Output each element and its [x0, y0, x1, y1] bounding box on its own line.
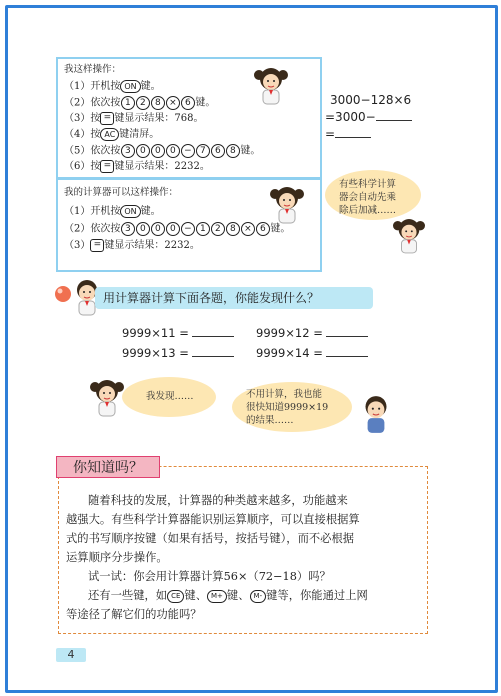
speech-bubble-scientific: 有些科学计算 器会自动先乘 除后加减……: [325, 170, 421, 220]
answer-blank: [376, 120, 412, 121]
key-8: 8: [151, 96, 165, 110]
key-6: 6: [211, 144, 225, 158]
operation-box-1: [56, 57, 322, 179]
equation-4: 9999×14 =: [256, 346, 368, 360]
box1-title: 我这样操作：: [64, 64, 122, 75]
calc-line-1: 3000−128×6: [330, 93, 412, 107]
girl-illustration: [393, 215, 425, 257]
know-paragraph-line: 式的书写顺序按键（如果有括号，按括号键），而不必根据: [66, 532, 355, 545]
key-1: 1: [196, 222, 210, 236]
calc-line-2: =3000−: [325, 110, 412, 124]
key-8: 8: [226, 222, 240, 236]
answer-blank: [335, 137, 371, 138]
know-paragraph-line: 随着科技的发展，计算器的种类越来越多，功能越来: [88, 494, 348, 507]
know-paragraph-line: 运算顺序分步操作。: [66, 551, 168, 564]
box1-step1: （1）开机按 ON 键。: [64, 81, 161, 92]
answer-blank: [326, 336, 368, 337]
equals-key: =: [90, 239, 104, 252]
key-0: 0: [166, 144, 180, 158]
key-3: 3: [121, 222, 135, 236]
on-key: ON: [120, 205, 140, 218]
key-minus: −: [181, 144, 195, 158]
equation-2: 9999×12 =: [256, 326, 368, 340]
calc-line-3: =: [325, 127, 371, 141]
key-0: 0: [151, 222, 165, 236]
equation-1: 9999×11 =: [122, 326, 234, 340]
speech-bubble-no-calc: 不用计算，我也能 很快知道9999×19 的结果……: [232, 382, 352, 432]
answer-blank: [326, 356, 368, 357]
key-0: 0: [136, 144, 150, 158]
box2-step2: （2）依次按 3 0 0 0 − 1 2 8 × 6 键。: [64, 223, 291, 235]
equals-key: =: [100, 112, 114, 125]
page-number: 4: [56, 648, 86, 662]
key-times: ×: [166, 96, 180, 110]
key-6: 6: [181, 96, 195, 110]
key-times: ×: [241, 222, 255, 236]
know-paragraph-line: 等途径了解它们的功能吗？: [66, 608, 202, 621]
box1-step3: （3）按 = 键显示结果：768。: [64, 113, 204, 124]
key-minus: −: [181, 222, 195, 236]
box1-step6: （6）按 = 键显示结果：2232。: [64, 161, 210, 172]
m-plus-key: M+: [207, 590, 227, 603]
key-7: 7: [196, 144, 210, 158]
on-key: ON: [120, 80, 140, 93]
key-2: 2: [136, 96, 150, 110]
equation-3: 9999×13 =: [122, 346, 234, 360]
equals-key: =: [100, 160, 114, 173]
box1-step4: （4）按 AC 键清屏。: [64, 129, 160, 140]
know-keys-line: 还有一些键，如 CE 键、 M+ 键、 M- 键等，你能通过上网: [88, 589, 368, 602]
key-0: 0: [151, 144, 165, 158]
box1-step2: （2）依次按 1 2 8 × 6 键。: [64, 97, 216, 109]
know-paragraph-line: 越强大。有些科学计算器能识别运算顺序，可以直接根据算: [66, 513, 360, 526]
m-minus-key: M-: [250, 590, 267, 603]
answer-blank: [192, 336, 234, 337]
key-0: 0: [136, 222, 150, 236]
key-1: 1: [121, 96, 135, 110]
box2-step3: （3） = 键显示结果：2232。: [64, 240, 200, 251]
boy-illustration: [360, 394, 392, 436]
know-try-it: 试一试：你会用计算器计算56×（72−18）吗？: [88, 570, 331, 583]
task-banner: 用计算器计算下面各题，你能发现什么？: [95, 287, 373, 309]
girl-illustration: [270, 184, 304, 226]
box2-title: 我的计算器可以这样操作：: [64, 187, 179, 198]
key-2: 2: [211, 222, 225, 236]
speech-bubble-found: 我发现……: [122, 377, 216, 417]
key-8: 8: [226, 144, 240, 158]
key-0: 0: [166, 222, 180, 236]
key-6: 6: [256, 222, 270, 236]
answer-blank: [192, 356, 234, 357]
key-3: 3: [121, 144, 135, 158]
box2-step1: （1）开机按 ON 键。: [64, 206, 161, 217]
girl-illustration: [254, 65, 288, 107]
operation-box-2: [56, 178, 322, 272]
girl-illustration: [90, 376, 124, 420]
did-you-know-title: 你知道吗？: [56, 456, 160, 478]
box1-step5: （5）依次按 3 0 0 0 − 7 6 8 键。: [64, 145, 261, 157]
ce-key: CE: [167, 590, 184, 603]
red-ball-icon: [54, 285, 72, 303]
ac-key: AC: [100, 128, 119, 141]
